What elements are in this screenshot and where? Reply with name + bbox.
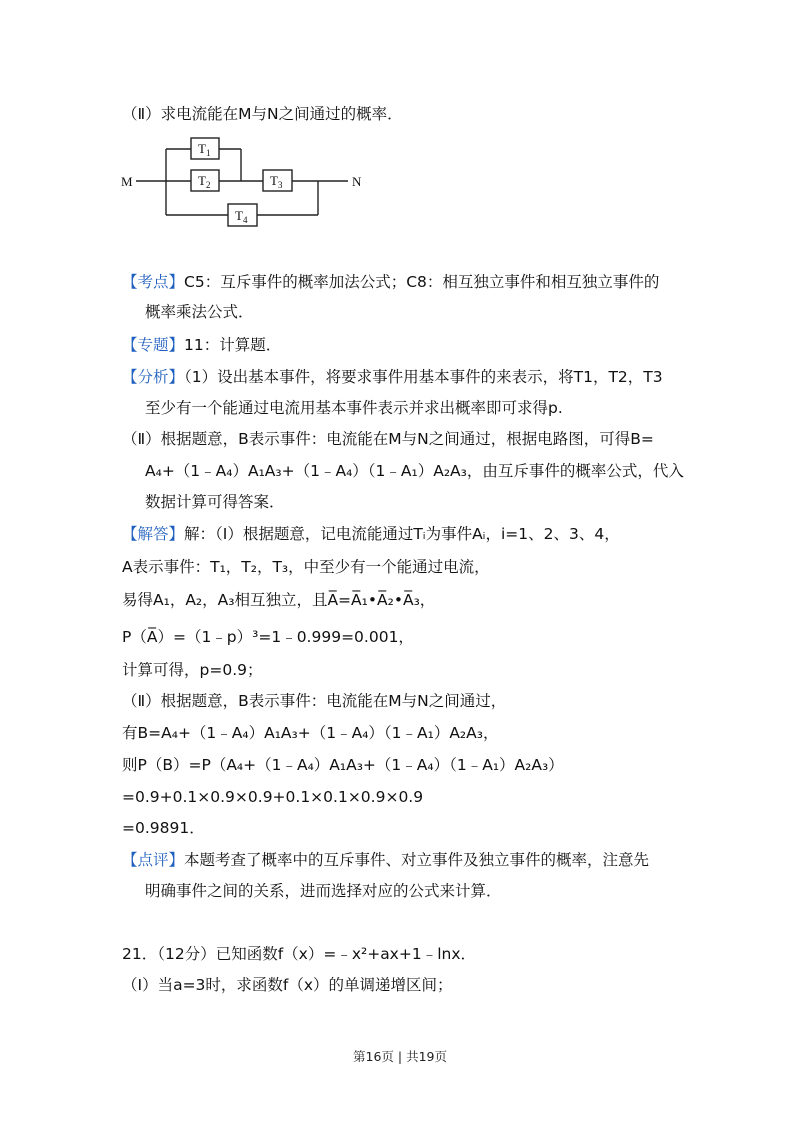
- jieda-line5: 计算可得，p=0.9；: [122, 661, 263, 679]
- jieda-line8: 则P（B）=P（A₄+（1﹣A₄）A₁A₃+（1﹣A₄）（1﹣A₁）A₂A₃）: [122, 756, 564, 774]
- circuit-diagram: [118, 128, 378, 238]
- label-n: N: [352, 174, 362, 189]
- kaodian-line2: 概率乘法公式．: [145, 303, 254, 321]
- question-part-2: （Ⅱ）求电流能在M与N之间通过的概率．: [122, 105, 403, 123]
- jieda-tag: 【解答】: [122, 525, 185, 543]
- kaodian-tag: 【考点】: [122, 273, 185, 291]
- switch-t1-label: $T_1$: [198, 141, 211, 158]
- question-21-part1: （Ⅰ）当a=3时，求函数f（x）的单调递增区间；: [122, 976, 453, 994]
- jieda-line9: =0.9+0.1×0.9×0.9+0.1×0.1×0.9×0.9: [122, 788, 424, 806]
- jieda-line1: 【解答】解：（Ⅰ）根据题意，记电流能通过Tᵢ为事件Aᵢ，i=1、2、3、4，: [122, 525, 620, 543]
- jieda-line6: （Ⅱ）根据题意，B表示事件：电流能在M与N之间通过，: [122, 692, 507, 710]
- jieda-line4: P（A̅）=（1﹣p）³=1﹣0.999=0.001，: [122, 628, 414, 646]
- fenxi-line1: 【分析】（1）设出基本事件，将要求事件用基本事件的来表示，将T1，T2，T3: [122, 368, 663, 386]
- switch-t3-label: $T_3$: [270, 173, 283, 190]
- kaodian-line1: 【考点】C5：互斥事件的概率加法公式；C8：相互独立事件和相互独立事件的: [122, 273, 660, 291]
- fenxi-line5: 数据计算可得答案．: [145, 493, 285, 511]
- fenxi-tag: 【分析】: [122, 368, 185, 386]
- jieda-line7: 有B=A₄+（1﹣A₄）A₁A₃+（1﹣A₄）（1﹣A₁）A₂A₃，: [122, 724, 499, 742]
- label-m: M: [121, 174, 133, 189]
- fenxi-line2: 至少有一个能通过电流用基本事件表示并求出概率即可求得p.: [145, 399, 563, 417]
- question-21-stem: 21．（12分）已知函数f（x）=﹣x²+ax+1﹣lnx．: [122, 945, 477, 963]
- fenxi-line3: （Ⅱ）根据题意，B表示事件：电流能在M与N之间通过，根据电路图，可得B=: [122, 430, 654, 448]
- jieda-line2: A表示事件：T₁，T₂，T₃，中至少有一个能通过电流，: [122, 558, 490, 576]
- dianping-tag: 【点评】: [122, 851, 185, 869]
- zhuanti-tag: 【专题】: [122, 336, 185, 354]
- jieda-line3: 易得A₁，A₂，A₃相互独立，且A̅=A̅₁•A̅₂•A̅₃，: [122, 591, 436, 609]
- jieda-line10: =0.9891．: [122, 819, 205, 837]
- switch-t4-label: $T_4$: [235, 208, 248, 225]
- dianping-line2: 明确事件之间的关系，进而选择对应的公式来计算．: [145, 882, 502, 900]
- dianping-line1: 【点评】本题考查了概率中的互斥事件、对立事件及独立事件的概率，注意先: [122, 851, 650, 869]
- page-footer: 第16页 | 共19页: [353, 1049, 447, 1064]
- switch-t2-label: $T_2$: [198, 173, 211, 190]
- zhuanti-line: 【专题】11：计算题．: [122, 336, 282, 354]
- fenxi-line4: A₄+（1﹣A₄）A₁A₃+（1﹣A₄）（1﹣A₁）A₂A₃，由互斥事件的概率公式，代入: [145, 462, 684, 480]
